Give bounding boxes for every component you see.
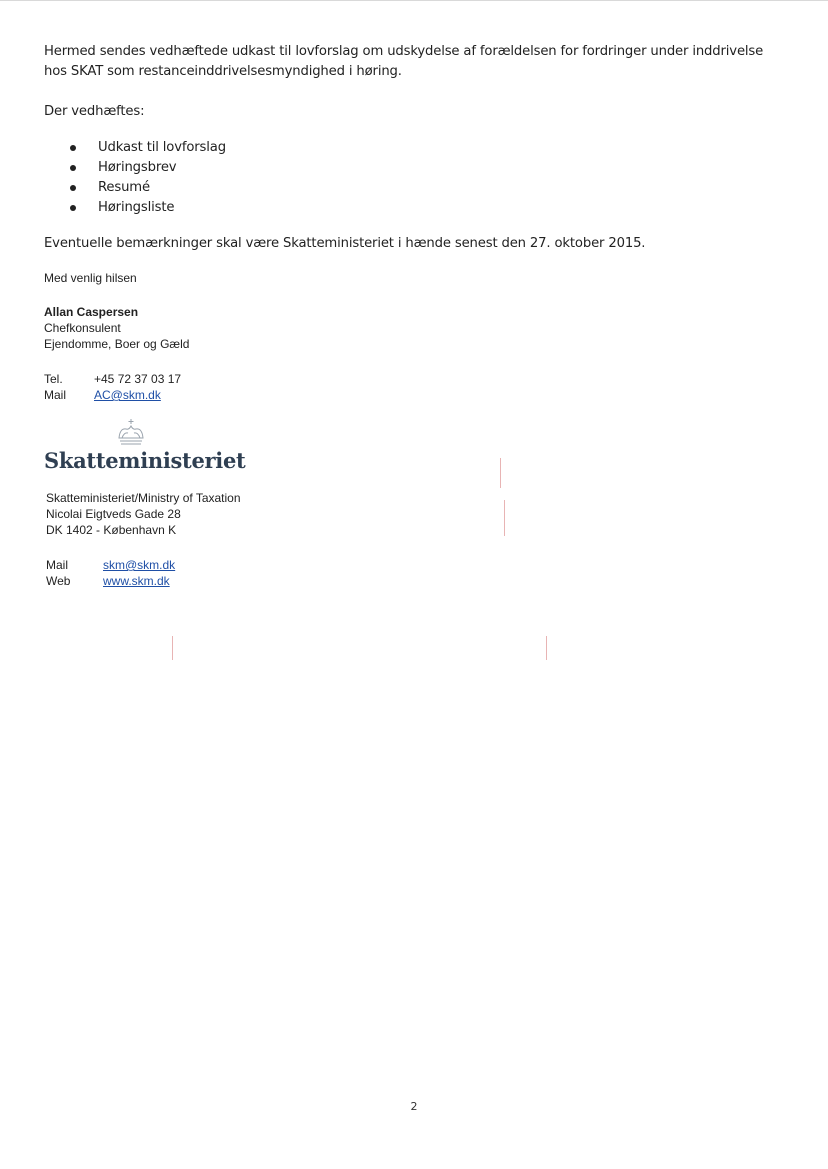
scan-mark	[546, 636, 547, 660]
intro-paragraph: Hermed sendes vedhæftede udkast til lovforslag om udskydelse af forældelsen for fordringer under inddrivelse hos SKAT som restanceinddrivelsesmyndighed i høring.	[44, 44, 764, 79]
crown-icon	[116, 418, 146, 446]
list-item	[70, 138, 226, 158]
attachments-list	[70, 138, 226, 218]
bullet-icon	[70, 185, 76, 191]
signature-title: Chefkonsulent	[44, 321, 121, 335]
mail-label: Mail	[44, 388, 67, 402]
scan-mark	[172, 636, 173, 660]
page-number: 2	[410, 1100, 418, 1113]
signature-mail-row	[44, 387, 161, 403]
phone-label: Tel.	[44, 372, 63, 386]
attachment-label: Høringsliste	[98, 200, 175, 215]
signature-name: Allan Caspersen	[44, 305, 139, 319]
list-item	[70, 198, 226, 218]
list-item	[70, 158, 226, 178]
attachments-heading: Der vedhæftes:	[44, 104, 145, 119]
bullet-icon	[70, 205, 76, 211]
attachment-label: Udkast til lovforslag	[98, 140, 226, 155]
signature-greeting: Med venlig hilsen	[44, 271, 137, 285]
organization-street: Nicolai Eigtveds Gade 28	[46, 507, 181, 521]
bullet-icon	[70, 165, 76, 171]
phone-value: +45 72 37 03 17	[94, 372, 182, 386]
page-top-border	[0, 0, 828, 1]
attachment-label: Resumé	[98, 180, 150, 195]
organization-web-link[interactable]: www.skm.dk	[103, 574, 170, 588]
deadline-paragraph: Eventuelle bemærkninger skal være Skatteministeriet i hænde senest den 27. oktober 2015.	[44, 236, 646, 251]
organization-mail-row	[46, 557, 175, 573]
signature-email-link[interactable]: AC@skm.dk	[94, 388, 161, 402]
organization-city: DK 1402 - København K	[46, 523, 177, 537]
org-mail-label: Mail	[46, 558, 69, 572]
organization-email-link[interactable]: skm@skm.dk	[103, 558, 176, 572]
org-web-label: Web	[46, 574, 71, 588]
organization-name: Skatteministeriet/Ministry of Taxation	[46, 491, 241, 505]
attachment-label: Høringsbrev	[98, 160, 177, 175]
bullet-icon	[70, 145, 76, 151]
scan-mark	[500, 458, 501, 488]
organization-web-row	[46, 573, 170, 589]
organization-logo-wordmark: Skatteministeriet	[44, 448, 246, 473]
scan-mark	[504, 500, 505, 536]
signature-phone-row	[44, 371, 181, 387]
signature-department: Ejendomme, Boer og Gæld	[44, 337, 190, 351]
list-item	[70, 178, 226, 198]
